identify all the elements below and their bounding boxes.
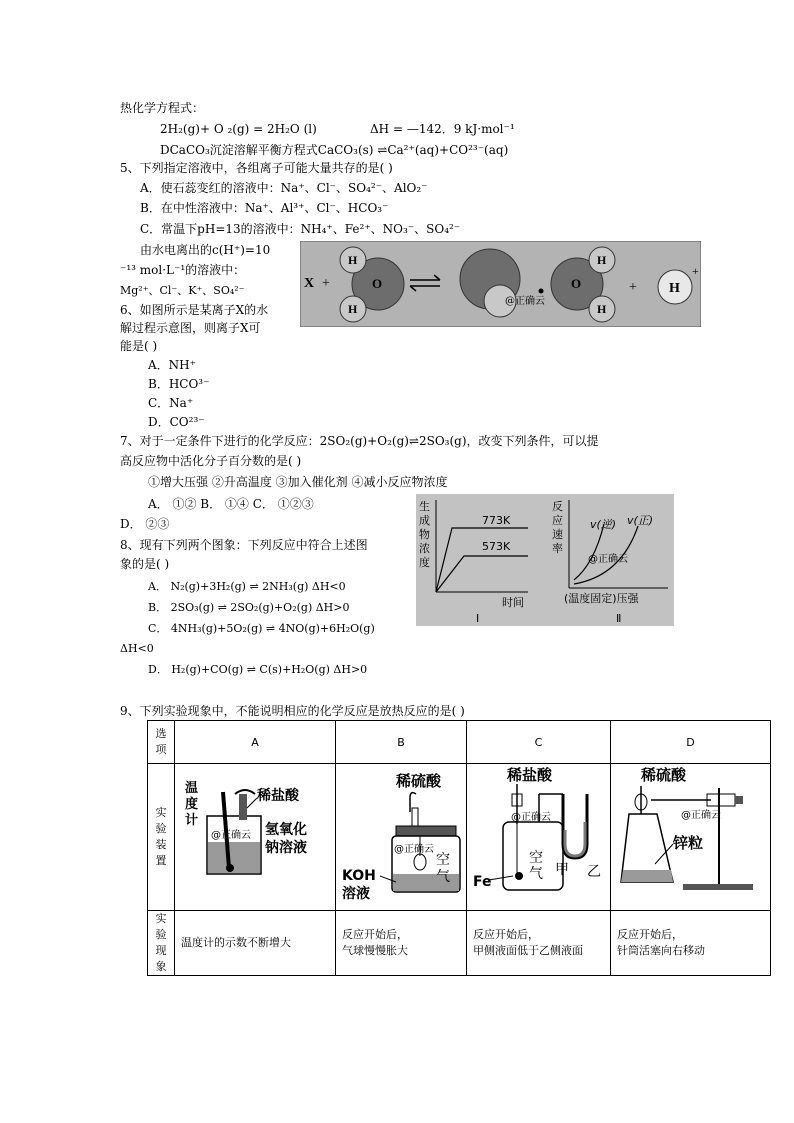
question-6-cont2: 能是( )	[120, 339, 158, 353]
apparatus-b	[336, 764, 467, 911]
column-header-c: C	[467, 721, 611, 764]
label-air: 空气	[529, 850, 543, 882]
option-7d: D． ②③	[120, 517, 170, 531]
option-5d-ions: Mg²⁺、Cl⁻、K⁺、SO₄²⁻	[120, 284, 245, 297]
question-8-cont: 象的是( )	[120, 557, 170, 571]
ion-x-label: X	[304, 276, 315, 291]
option-6d: D．CO²³⁻	[148, 415, 205, 429]
label-hydrochloric-acid: 稀盐酸	[507, 766, 553, 784]
question-8: 8、现有下列两个图象：下列反应中符合上述图	[120, 538, 368, 552]
phenomenon-c: 反应开始后， 甲侧液面低于乙侧液面	[467, 911, 611, 976]
watermark: @正确云	[394, 844, 434, 855]
hydrogen-label: H	[348, 253, 358, 267]
watermark: @正确云	[588, 554, 628, 565]
option-8b: B． 2SO₃(g) ⇌ 2SO₂(g)+O₂(g) ΔH>0	[148, 601, 350, 614]
conditions-7: ①增大压强 ②升高温度 ③加入催化剂 ④减小反应物浓度	[148, 475, 448, 489]
label-koh-solution: KOH 溶液	[342, 868, 376, 902]
option-5b: B．在中性溶液中：Na⁺、Al³⁺、Cl⁻、HCO₃⁻	[140, 201, 389, 215]
graph1-ylabel-char: 生	[419, 500, 430, 513]
table-row-apparatus	[148, 764, 771, 911]
option-6a: A．NH⁺	[148, 358, 196, 372]
oxygen-label: O	[372, 276, 383, 291]
label-yi: 乙	[587, 864, 601, 880]
phenomenon-b: 反应开始后， 气球慢慢胀大	[336, 911, 467, 976]
option-8c-dh: ΔH<0	[120, 642, 154, 655]
graph2-ylabel-char: 反	[552, 500, 563, 513]
label-v-forward: v(正)	[627, 514, 654, 527]
question-5: 5、下列指定溶液中，各组离子可能大量共存的是( )	[120, 161, 393, 175]
column-header-b: B	[336, 721, 467, 764]
hydrogen-label: H	[348, 302, 358, 316]
graph1-ylabel-char: 度	[419, 556, 430, 569]
label-sulfuric-acid: 稀硫酸	[396, 772, 442, 790]
charge-sign: +	[692, 264, 699, 278]
label-hydrochloric-acid: 稀盐酸	[257, 788, 299, 804]
table-header-row	[148, 721, 771, 764]
question-7: 7、对于一定条件下进行的化学反应：2SO₂(g)+O₂(g)⇌2SO₃(g)，改变下列条件，可以提	[120, 434, 599, 448]
hydrogen-ion-label: H	[669, 281, 680, 296]
option-5c: C．常温下pH=13的溶液中：NH₄⁺、Fe²⁺、NO₃⁻、SO₄²⁻	[140, 222, 461, 236]
phenomenon-a: 温度计的示数不断增大	[175, 911, 336, 976]
label-sulfuric-acid: 稀硫酸	[641, 766, 687, 784]
rate-graphs	[416, 494, 674, 626]
graph1-ylabel-char: 成	[419, 514, 430, 527]
graph2-xlabel: (温度固定)压强	[564, 592, 639, 605]
option-8a: A． N₂(g)+3H₂(g) ⇌ 2NH₃(g) ΔH<0	[148, 580, 346, 593]
question-9: 9、下列实验现象中，不能说明相应的化学反应是放热反应的是( )	[120, 704, 465, 718]
apparatus-c	[467, 764, 611, 911]
option-6b: B．HCO³⁻	[148, 377, 210, 391]
table-row-phenomena	[148, 911, 771, 976]
plus-sign: +	[629, 280, 637, 295]
apparatus-d	[611, 764, 771, 911]
hydrogen-label: H	[597, 302, 607, 316]
oxygen-label: O	[571, 276, 582, 291]
option-6c: C．Na⁺	[148, 396, 194, 410]
option-8c: C． 4NH₃(g)+5O₂(g) ⇌ 4NO(g)+6H₂O(g)	[148, 622, 375, 635]
graph1-xlabel: 时间	[502, 596, 524, 609]
graph1-ylabel-char: 浓	[419, 542, 430, 555]
label-573k: 573K	[482, 540, 511, 553]
label-thermometer-char: 温度计	[185, 781, 199, 828]
phenomenon-d: 反应开始后， 针筒活塞向右移动	[611, 911, 771, 976]
label-773k: 773K	[482, 514, 511, 527]
options-7-abc: A． ①② B． ①④ C． ①②③	[148, 497, 314, 511]
label-v-reverse: v(逆)	[590, 518, 617, 531]
watermark: @正确云	[211, 830, 251, 841]
text-line: 热化学方程式：	[120, 101, 205, 115]
label-fe: Fe	[473, 874, 492, 890]
graph2-ylabel-char: 速	[552, 528, 563, 541]
option-5d: 由水电离出的c(H⁺)=10	[140, 243, 271, 257]
apparatus-a	[175, 764, 336, 911]
equation-h2-o2: 2H₂(g)+ O ₂(g) = 2H₂O (l)	[160, 122, 317, 136]
question-6-cont: 解过程示意图，则离子X可	[120, 321, 261, 335]
label-air: 空气	[436, 852, 450, 885]
graph2-ylabel-char: 应	[552, 514, 563, 527]
graph2-ylabel-char: 率	[552, 542, 563, 555]
question-7-cont: 高反应物中活化分子百分数的是( )	[120, 454, 302, 468]
label-naoh-solution: 氢氧化钠溶液	[265, 822, 307, 856]
watermark: @正确云	[511, 812, 551, 823]
option-8d: D． H₂(g)+CO(g) ⇌ C(s)+H₂O(g) ΔH>0	[148, 663, 368, 676]
watermark: @正确云	[681, 810, 721, 821]
label-jia: 甲	[555, 862, 569, 878]
hydrogen-label: H	[597, 253, 607, 267]
row-label-apparatus: 实 验 装 置	[148, 764, 175, 911]
equation-caco3: DCaCO₃沉淀溶解平衡方程式CaCO₃(s) ⇌Ca²⁺(aq)+CO²³⁻(aq)	[160, 143, 509, 157]
hydrolysis-diagram	[300, 241, 701, 327]
option-5a: A．使石蕊变红的溶液中：Na⁺、Cl⁻、SO₄²⁻、AlO₂⁻	[140, 181, 428, 195]
row-label-phenomena: 实 验 现 象	[148, 911, 175, 976]
column-header-d: D	[611, 721, 771, 764]
graph1-ylabel-char: 物	[419, 528, 430, 541]
column-header-a: A	[175, 721, 336, 764]
plus-sign: +	[322, 276, 330, 291]
graph1-roman: I	[476, 612, 480, 625]
watermark: @正确云	[505, 296, 545, 307]
option-5d-cont: ⁻¹³ mol·L⁻¹的溶液中：	[120, 263, 246, 277]
label-zinc: 锌粒	[673, 834, 704, 852]
experiment-table	[147, 720, 771, 976]
question-6: 6、如图所示是某离子X的水	[120, 303, 269, 317]
graph2-roman: Ⅱ	[616, 612, 622, 625]
header-option-label: 选 项	[148, 721, 175, 764]
delta-h-value: ΔH = —142．9 kJ·mol⁻¹	[370, 122, 515, 136]
